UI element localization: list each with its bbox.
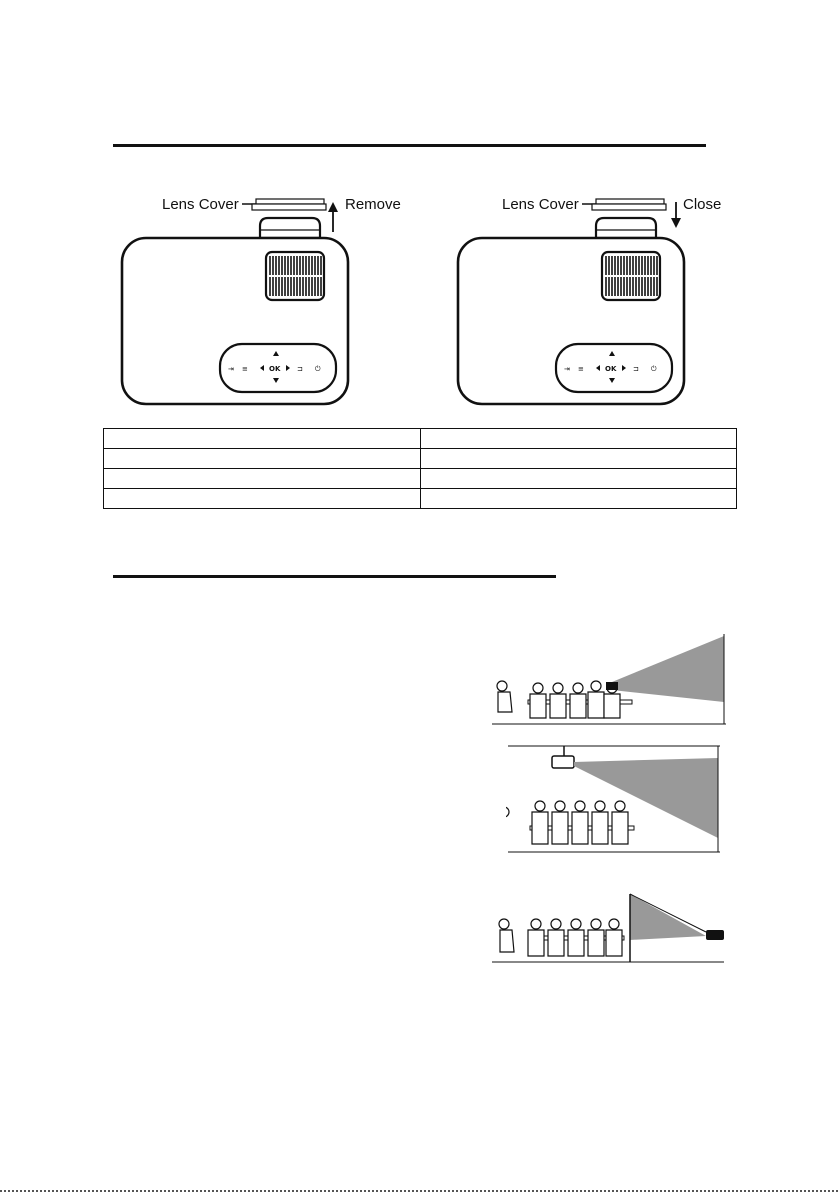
remove-label: Remove xyxy=(345,196,401,213)
svg-text:⏻: ⏻ xyxy=(651,365,657,373)
svg-text:⏻: ⏻ xyxy=(315,365,321,373)
spec-table xyxy=(103,428,737,509)
scene-front-table-projection xyxy=(488,632,728,727)
table-cell xyxy=(420,429,737,449)
close-label: Close xyxy=(683,196,722,213)
light-beam-icon xyxy=(612,636,724,702)
projector-diagram-remove xyxy=(110,190,360,410)
svg-text:⊐: ⊐ xyxy=(297,365,303,373)
table-row xyxy=(104,489,737,509)
table-cell xyxy=(104,469,421,489)
light-beam-icon xyxy=(630,894,706,940)
table-cell xyxy=(104,489,421,509)
section-rule-top xyxy=(113,144,706,147)
projector-icon xyxy=(706,930,724,940)
projector-icon xyxy=(606,682,618,690)
table-cell xyxy=(420,489,737,509)
projector-icon xyxy=(552,756,574,768)
table-cell xyxy=(420,449,737,469)
audience-icon xyxy=(497,681,620,718)
scene-rear-projection xyxy=(490,868,726,964)
svg-text:≡: ≡ xyxy=(242,365,248,373)
table-row xyxy=(104,469,737,489)
audience-icon xyxy=(506,801,628,844)
scene-ceiling-mount-projection xyxy=(506,742,722,854)
table-cell xyxy=(104,449,421,469)
table-cell xyxy=(104,429,421,449)
svg-text:≡: ≡ xyxy=(578,365,584,373)
svg-text:⇥: ⇥ xyxy=(564,365,570,373)
lens-cover-label-right: Lens Cover xyxy=(502,196,579,213)
svg-text:OK: OK xyxy=(605,365,617,373)
lens-cover-label-left: Lens Cover xyxy=(162,196,239,213)
table-cell xyxy=(420,469,737,489)
audience-icon xyxy=(499,919,622,956)
table-row xyxy=(104,429,737,449)
projector-diagram-close xyxy=(446,190,696,410)
table-row xyxy=(104,449,737,469)
svg-text:⊐: ⊐ xyxy=(633,365,639,373)
svg-text:⇥: ⇥ xyxy=(228,365,234,373)
section-rule-middle xyxy=(113,575,556,578)
svg-text:OK: OK xyxy=(269,365,281,373)
